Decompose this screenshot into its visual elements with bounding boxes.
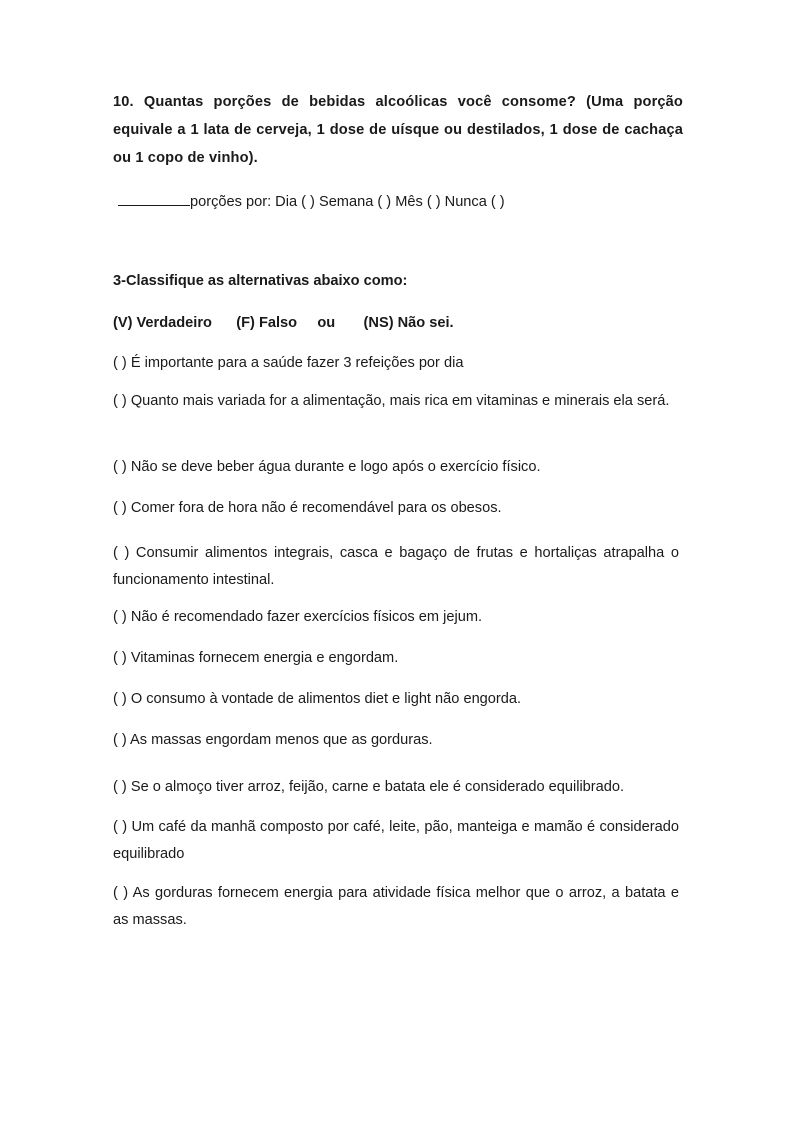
section-3-heading: 3-Classifique as alternativas abaixo como:	[113, 273, 408, 289]
portions-answer-line	[118, 191, 505, 212]
answer-legend: (V) Verdadeiro (F) Falso ou (NS) Não sei.	[113, 315, 454, 331]
statement-item: ( ) Se o almoço tiver arroz, feijão, carne e batata ele é considerado equilibrado.	[113, 779, 625, 795]
statement-item: ( ) Quanto mais variada for a alimentação, mais rica em vitaminas e minerais ela será.	[113, 393, 670, 409]
statement-item: ( ) Vitaminas fornecem energia e engordam.	[113, 650, 399, 666]
statement-item: ( ) Não se deve beber água durante e logo após o exercício físico.	[113, 459, 541, 475]
statement-item: ( ) As gorduras fornecem energia para atividade física melhor que o arroz, a batata e as massas.	[113, 885, 679, 928]
statement-item: ( ) O consumo à vontade de alimentos diet e light não engorda.	[113, 691, 522, 707]
question-10-text: 10. Quantas porções de bebidas alcoólicas você consome? (Uma porção equivale a 1 lata de cerveja, 1 dose de uísque ou destilados, 1 dose de cachaça ou 1 copo de vinho).	[113, 94, 683, 166]
statement-item: ( ) Comer fora de hora não é recomendável para os obesos.	[113, 500, 502, 516]
statement-item: ( ) Não é recomendado fazer exercícios físicos em jejum.	[113, 609, 483, 625]
statement-item: ( ) Consumir alimentos integrais, casca e bagaço de frutas e hortaliças atrapalha o funcionamento intestinal.	[113, 545, 679, 588]
statement-item: ( ) As massas engordam menos que as gorduras.	[113, 732, 433, 748]
statement-item: ( ) Um café da manhã composto por café, leite, pão, manteiga e mamão é considerado equilibrado	[113, 819, 679, 862]
portions-options: porções por: Dia ( ) Semana ( ) Mês ( ) Nunca ( )	[190, 194, 505, 210]
answer-blank[interactable]	[118, 191, 190, 206]
statement-item: ( ) É importante para a saúde fazer 3 refeições por dia	[113, 355, 464, 371]
